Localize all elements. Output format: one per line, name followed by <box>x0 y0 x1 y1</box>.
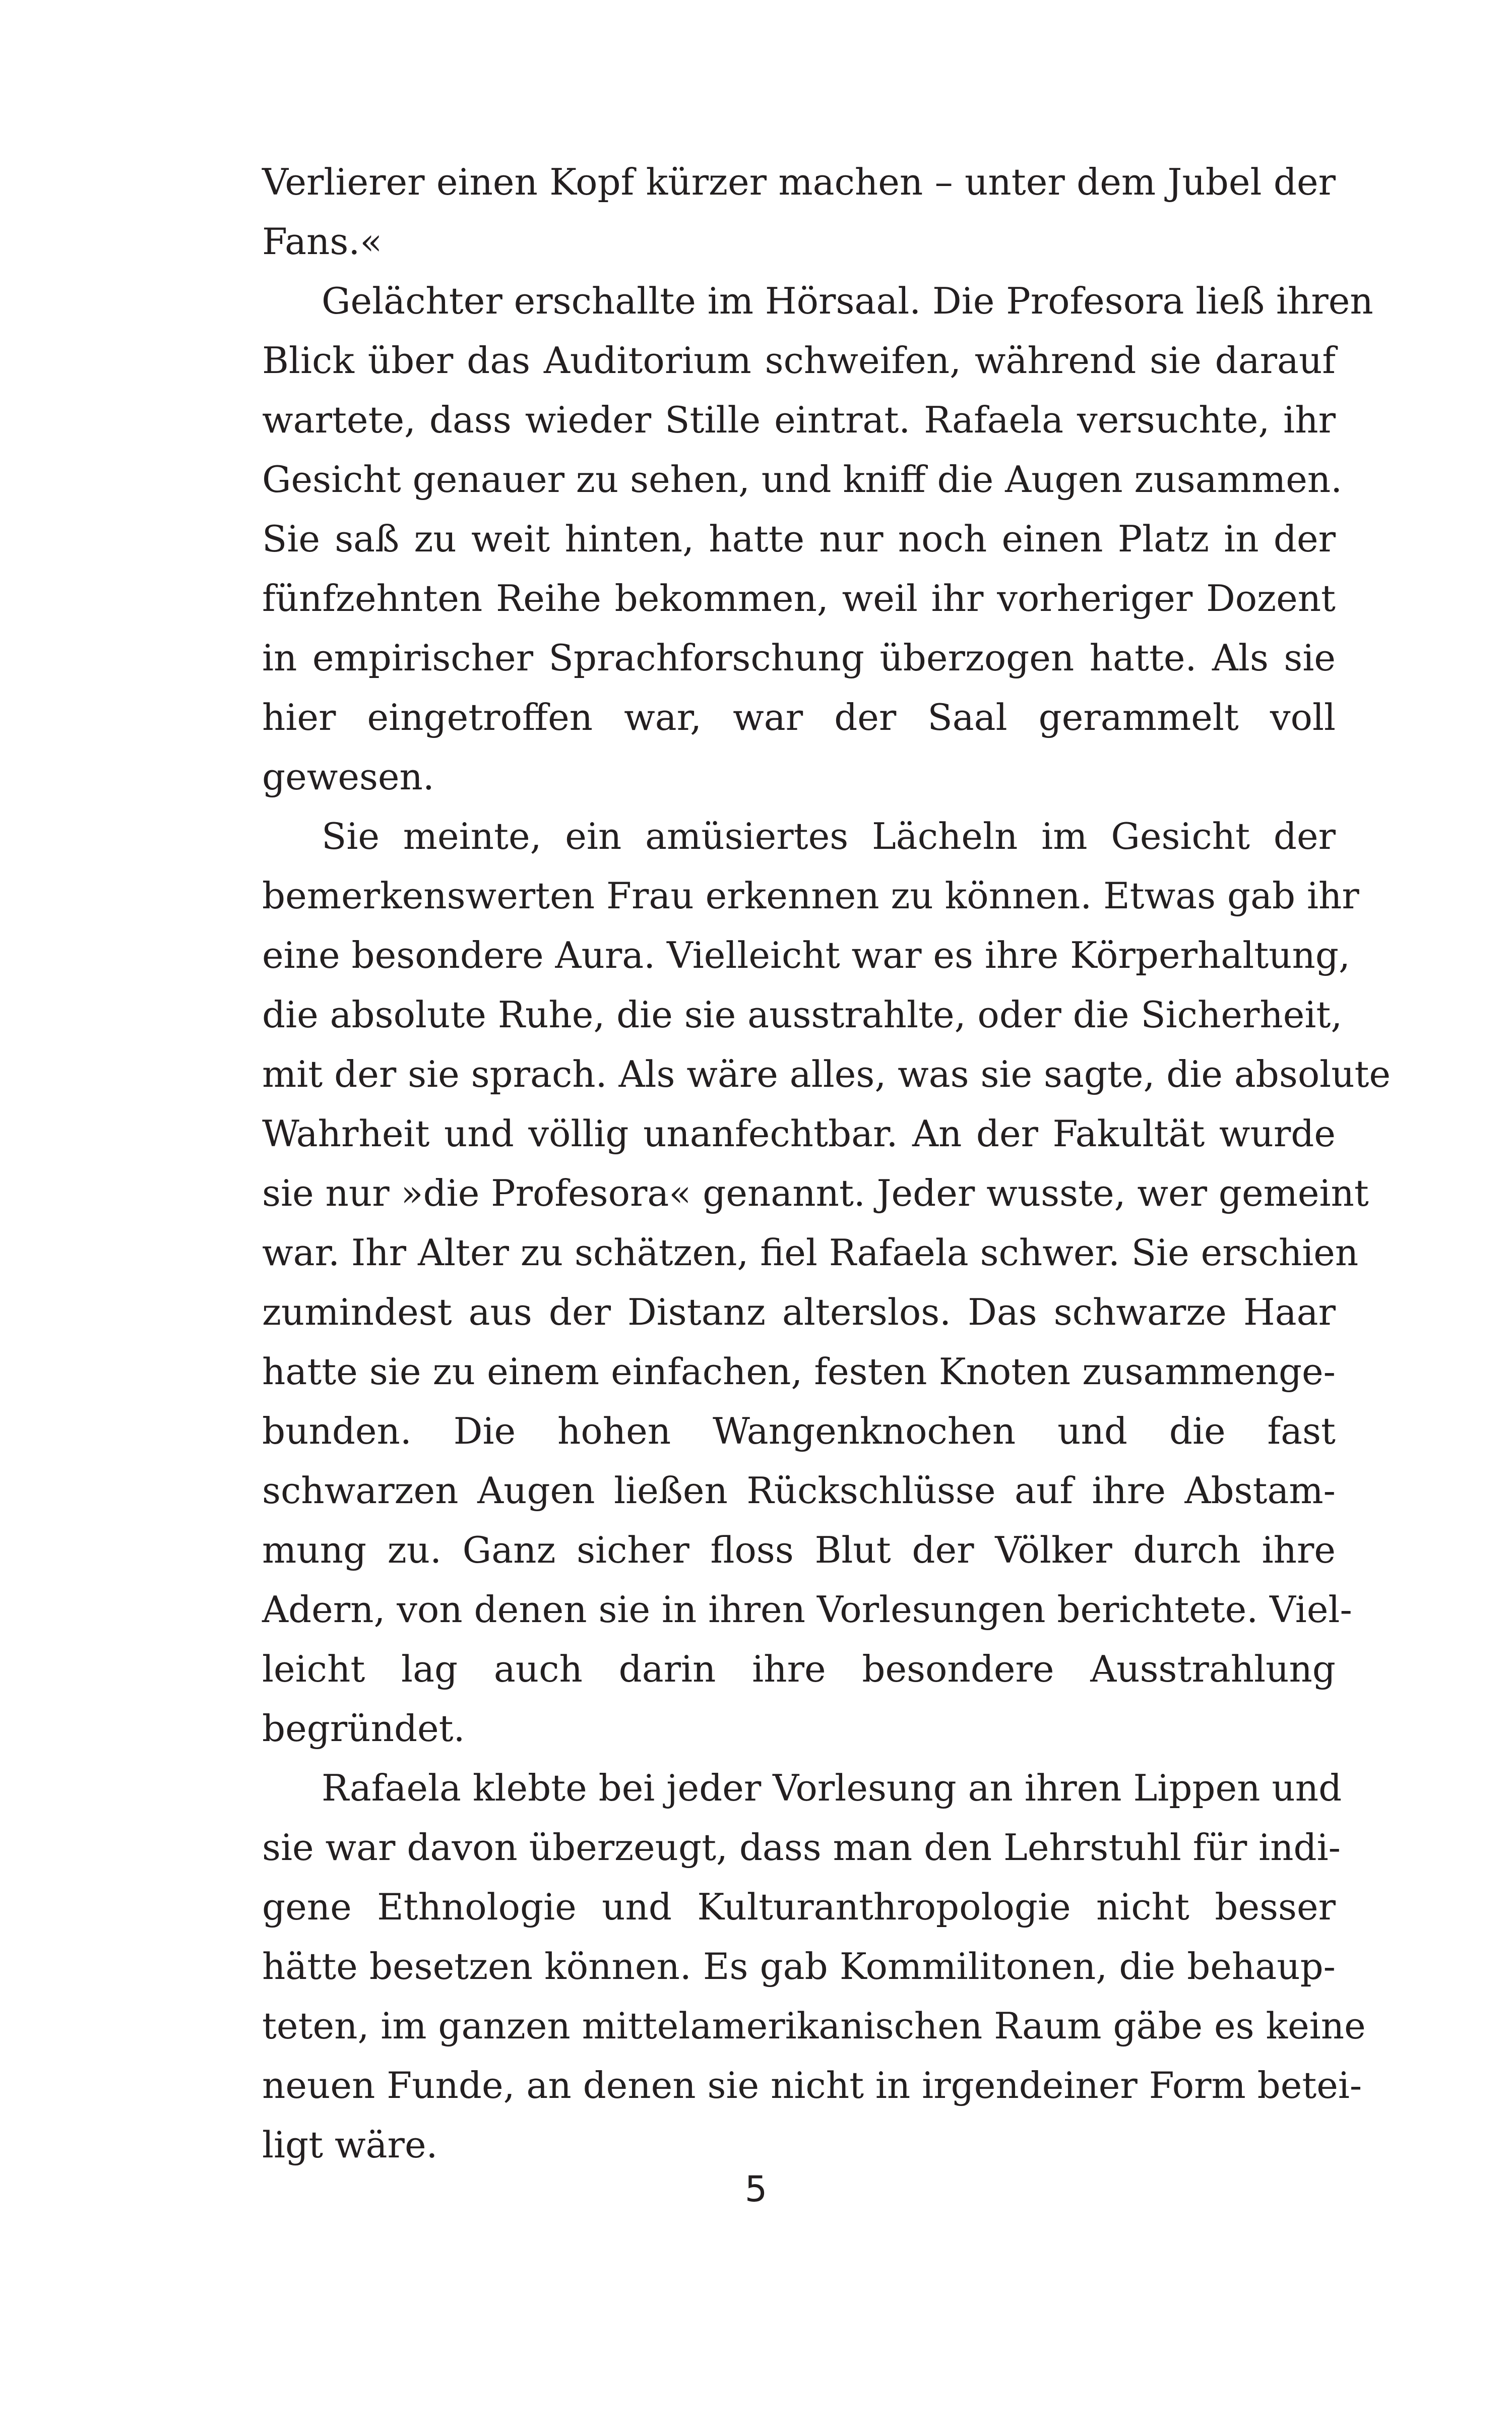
text-line: Gelächter erschallte im Hörsaal. Die Profesora ließ ihren <box>322 280 1373 322</box>
text-line: Wahrheit und völlig unanfechtbar. An der Fakultät wurde <box>262 1112 1336 1155</box>
text-line: in empirischer Sprachforschung überzogen hatte. Als sie <box>262 637 1336 679</box>
text-line: gewesen. <box>262 756 434 798</box>
text-line: schwarzen Augen ließen Rückschlüsse auf ihre Abstam- <box>262 1469 1336 1512</box>
text-line: leicht lag auch darin ihre besondere Ausstrahlung <box>262 1648 1336 1690</box>
text-line: gene Ethnologie und Kulturanthropologie nicht besser <box>262 1886 1336 1928</box>
text-line: Sie meinte, ein amüsiertes Lächeln im Gesicht der <box>322 815 1336 857</box>
text-line: Rafaela klebte bei jeder Vorlesung an ihren Lippen und <box>322 1767 1342 1809</box>
page-number: 5 <box>744 2168 768 2210</box>
text-line: wartete, dass wieder Stille eintrat. Rafaela versuchte, ihr <box>262 399 1336 441</box>
text-line: zumindest aus der Distanz alterslos. Das schwarze Haar <box>262 1291 1336 1333</box>
text-line: neuen Funde, an denen sie nicht in irgendeiner Form betei- <box>262 2064 1362 2106</box>
text-line: Adern, von denen sie in ihren Vorlesungen berichtete. Viel- <box>262 1588 1352 1631</box>
text-line: eine besondere Aura. Vielleicht war es ihre Körperhaltung, <box>262 934 1350 976</box>
text-line: Sie saß zu weit hinten, hatte nur noch einen Platz in der <box>262 518 1336 560</box>
text-line: fünfzehnten Reihe bekommen, weil ihr vorheriger Dozent <box>262 577 1336 619</box>
body-text <box>262 152 1391 2175</box>
text-line: Blick über das Auditorium schweifen, während sie darauf <box>262 339 1336 382</box>
text-line: war. Ihr Alter zu schätzen, fiel Rafaela schwer. Sie erschien <box>262 1231 1359 1274</box>
text-line: Gesicht genauer zu sehen, und kniff die Augen zusammen. <box>262 458 1343 501</box>
text-line: sie war davon überzeugt, dass man den Lehrstuhl für indi- <box>262 1826 1341 1869</box>
text-line: Verlierer einen Kopf kürzer machen – unter dem Jubel der <box>262 161 1336 203</box>
text-line: sie nur »die Profesora« genannt. Jeder wusste, wer gemeint <box>262 1172 1369 1214</box>
text-line: bemerkenswerten Frau erkennen zu können. Etwas gab ihr <box>262 875 1359 917</box>
text-line: bunden. Die hohen Wangenknochen und die fast <box>262 1410 1336 1452</box>
text-line: teten, im ganzen mittelamerikanischen Raum gäbe es keine <box>262 2005 1366 2047</box>
text-line: begründet. <box>262 1707 465 1750</box>
text-line: hier eingetroffen war, war der Saal gerammelt voll <box>262 696 1336 738</box>
text-line: hatte sie zu einem einfachen, festen Knoten zusammenge- <box>262 1350 1336 1393</box>
text-line: mit der sie sprach. Als wäre alles, was sie sagte, die absolute <box>262 1053 1391 1095</box>
text-line: mung zu. Ganz sicher floss Blut der Völker durch ihre <box>262 1529 1336 1571</box>
text-line: ligt wäre. <box>262 2124 438 2166</box>
text-line: die absolute Ruhe, die sie ausstrahlte, oder die Sicherheit, <box>262 994 1343 1036</box>
text-line: Fans.« <box>262 220 383 263</box>
text-line: hätte besetzen können. Es gab Kommilitonen, die behaup- <box>262 1945 1336 1988</box>
